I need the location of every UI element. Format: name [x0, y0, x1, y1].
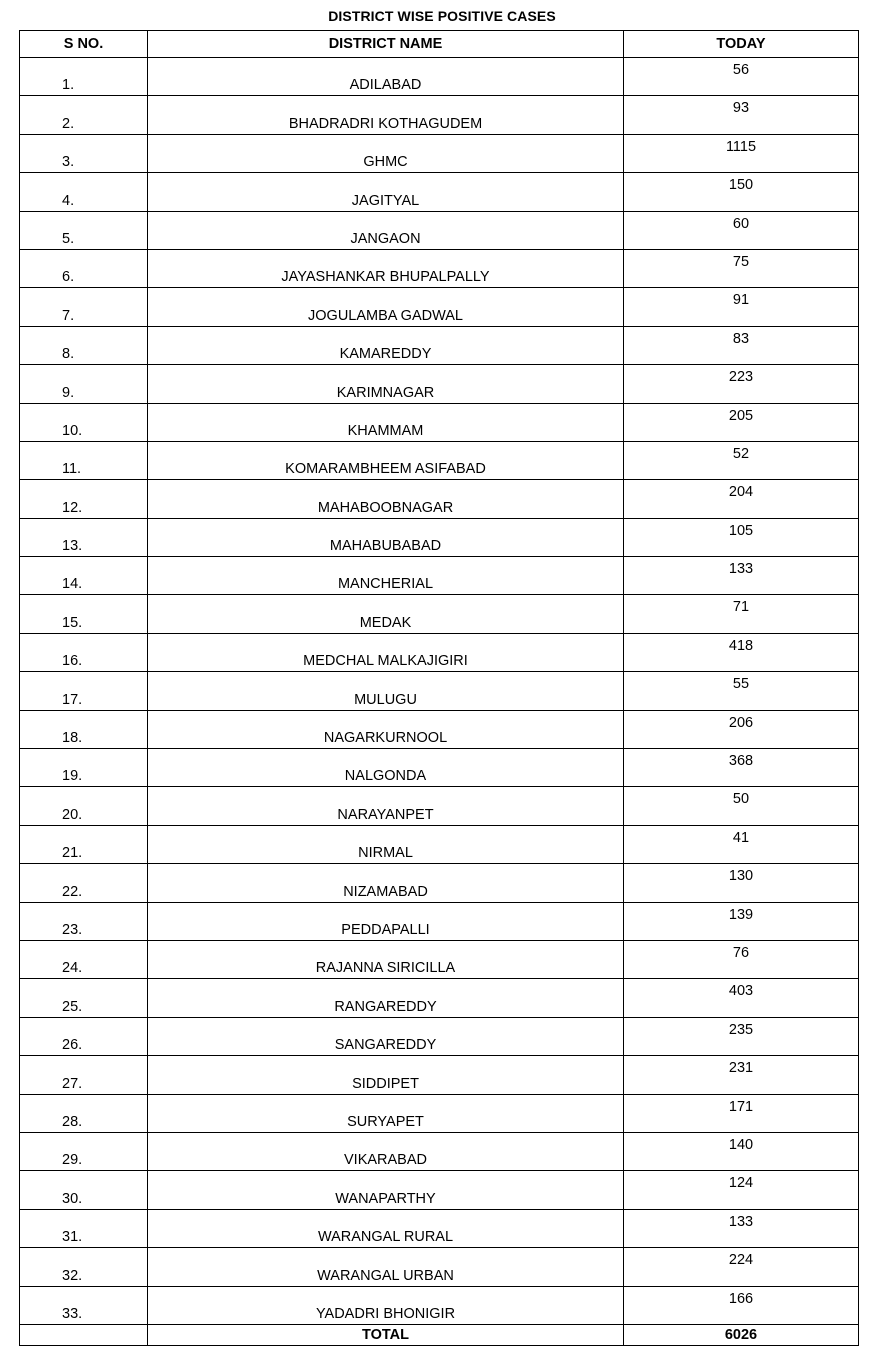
- district-name-cell: SIDDIPET: [148, 1056, 624, 1094]
- table-row: [20, 710, 859, 748]
- sno-cell: 18.: [20, 710, 148, 748]
- sno-cell: 28.: [20, 1094, 148, 1132]
- district-name-cell: VIKARABAD: [148, 1132, 624, 1170]
- table-row: [20, 1017, 859, 1055]
- district-name-cell: GHMC: [148, 134, 624, 172]
- table-row: [20, 979, 859, 1017]
- district-name-cell: SURYAPET: [148, 1094, 624, 1132]
- today-count-cell: 140: [624, 1132, 859, 1170]
- table-row: [20, 749, 859, 787]
- table-header-row: [20, 31, 859, 58]
- today-count-cell: 52: [624, 441, 859, 479]
- sno-cell: 22.: [20, 864, 148, 902]
- district-name-cell: KOMARAMBHEEM ASIFABAD: [148, 441, 624, 479]
- table-row: [20, 672, 859, 710]
- today-count-cell: 418: [624, 633, 859, 671]
- today-count-cell: 83: [624, 326, 859, 364]
- district-name-cell: WANAPARTHY: [148, 1171, 624, 1209]
- district-name-cell: MAHABUBABAD: [148, 518, 624, 556]
- table-row: [20, 787, 859, 825]
- district-name-cell: NIZAMABAD: [148, 864, 624, 902]
- header-district-name: DISTRICT NAME: [148, 31, 624, 58]
- today-count-cell: 91: [624, 288, 859, 326]
- table-row: [20, 326, 859, 364]
- district-name-cell: JOGULAMBA GADWAL: [148, 288, 624, 326]
- sno-cell: 3.: [20, 134, 148, 172]
- table-row: [20, 211, 859, 249]
- today-count-cell: 150: [624, 173, 859, 211]
- today-count-cell: 139: [624, 902, 859, 940]
- today-count-cell: 133: [624, 1209, 859, 1247]
- today-count-cell: 403: [624, 979, 859, 1017]
- table-row: [20, 249, 859, 287]
- table-row: [20, 403, 859, 441]
- today-count-cell: 41: [624, 825, 859, 863]
- sno-cell: 17.: [20, 672, 148, 710]
- table-row: [20, 1248, 859, 1286]
- sno-cell: 26.: [20, 1017, 148, 1055]
- table-row: [20, 96, 859, 134]
- district-name-cell: JANGAON: [148, 211, 624, 249]
- today-count-cell: 75: [624, 249, 859, 287]
- table-row: [20, 441, 859, 479]
- sno-cell: 29.: [20, 1132, 148, 1170]
- district-cases-table: [19, 30, 859, 1346]
- today-count-cell: 105: [624, 518, 859, 556]
- total-sno-cell: [20, 1324, 148, 1345]
- table-row: [20, 173, 859, 211]
- sno-cell: 27.: [20, 1056, 148, 1094]
- table-row: [20, 1171, 859, 1209]
- sno-cell: 19.: [20, 749, 148, 787]
- district-name-cell: RANGAREDDY: [148, 979, 624, 1017]
- table-row: [20, 480, 859, 518]
- table-row: [20, 595, 859, 633]
- page-title: DISTRICT WISE POSITIVE CASES: [328, 8, 556, 24]
- today-count-cell: 55: [624, 672, 859, 710]
- table-row: [20, 58, 859, 96]
- district-name-cell: JAGITYAL: [148, 173, 624, 211]
- today-count-cell: 206: [624, 710, 859, 748]
- district-name-cell: RAJANNA SIRICILLA: [148, 940, 624, 978]
- table-row: [20, 557, 859, 595]
- table-row: [20, 902, 859, 940]
- district-name-cell: ADILABAD: [148, 58, 624, 96]
- today-count-cell: 1115: [624, 134, 859, 172]
- sno-cell: 16.: [20, 633, 148, 671]
- district-name-cell: MANCHERIAL: [148, 557, 624, 595]
- table-row: [20, 633, 859, 671]
- sno-cell: 6.: [20, 249, 148, 287]
- today-count-cell: 60: [624, 211, 859, 249]
- table-row: [20, 1056, 859, 1094]
- today-count-cell: 71: [624, 595, 859, 633]
- sno-cell: 33.: [20, 1286, 148, 1324]
- today-count-cell: 124: [624, 1171, 859, 1209]
- sno-cell: 15.: [20, 595, 148, 633]
- sno-cell: 21.: [20, 825, 148, 863]
- table-row: [20, 1132, 859, 1170]
- district-name-cell: KAMAREDDY: [148, 326, 624, 364]
- district-name-cell: BHADRADRI KOTHAGUDEM: [148, 96, 624, 134]
- district-name-cell: KARIMNAGAR: [148, 365, 624, 403]
- district-name-cell: NARAYANPET: [148, 787, 624, 825]
- sno-cell: 25.: [20, 979, 148, 1017]
- today-count-cell: 166: [624, 1286, 859, 1324]
- table-row: [20, 825, 859, 863]
- district-name-cell: WARANGAL URBAN: [148, 1248, 624, 1286]
- district-name-cell: NIRMAL: [148, 825, 624, 863]
- district-name-cell: MEDCHAL MALKAJIGIRI: [148, 633, 624, 671]
- district-name-cell: PEDDAPALLI: [148, 902, 624, 940]
- sno-cell: 5.: [20, 211, 148, 249]
- district-name-cell: MEDAK: [148, 595, 624, 633]
- sno-cell: 8.: [20, 326, 148, 364]
- today-count-cell: 235: [624, 1017, 859, 1055]
- today-count-cell: 76: [624, 940, 859, 978]
- district-name-cell: MAHABOOBNAGAR: [148, 480, 624, 518]
- sno-cell: 20.: [20, 787, 148, 825]
- district-name-cell: MULUGU: [148, 672, 624, 710]
- sno-cell: 32.: [20, 1248, 148, 1286]
- table-row: [20, 365, 859, 403]
- sno-cell: 30.: [20, 1171, 148, 1209]
- today-count-cell: 205: [624, 403, 859, 441]
- sno-cell: 13.: [20, 518, 148, 556]
- table-row: [20, 1209, 859, 1247]
- district-name-cell: JAYASHANKAR BHUPALPALLY: [148, 249, 624, 287]
- table-body: [20, 58, 859, 1325]
- table-row: [20, 940, 859, 978]
- district-name-cell: KHAMMAM: [148, 403, 624, 441]
- district-name-cell: WARANGAL RURAL: [148, 1209, 624, 1247]
- today-count-cell: 204: [624, 480, 859, 518]
- header-sno: S NO.: [20, 31, 148, 58]
- sno-cell: 11.: [20, 441, 148, 479]
- table-row: [20, 288, 859, 326]
- sno-cell: 2.: [20, 96, 148, 134]
- district-name-cell: SANGAREDDY: [148, 1017, 624, 1055]
- table-row: [20, 1286, 859, 1324]
- today-count-cell: 223: [624, 365, 859, 403]
- sno-cell: 31.: [20, 1209, 148, 1247]
- today-count-cell: 133: [624, 557, 859, 595]
- table-row: [20, 1094, 859, 1132]
- sno-cell: 14.: [20, 557, 148, 595]
- district-name-cell: YADADRI BHONIGIR: [148, 1286, 624, 1324]
- today-count-cell: 368: [624, 749, 859, 787]
- sno-cell: 1.: [20, 58, 148, 96]
- today-count-cell: 130: [624, 864, 859, 902]
- sno-cell: 12.: [20, 480, 148, 518]
- sno-cell: 10.: [20, 403, 148, 441]
- total-row: [20, 1324, 859, 1345]
- today-count-cell: 224: [624, 1248, 859, 1286]
- today-count-cell: 50: [624, 787, 859, 825]
- table-row: [20, 518, 859, 556]
- total-value: 6026: [624, 1324, 859, 1345]
- district-name-cell: NALGONDA: [148, 749, 624, 787]
- sno-cell: 7.: [20, 288, 148, 326]
- sno-cell: 4.: [20, 173, 148, 211]
- total-label: TOTAL: [148, 1324, 624, 1345]
- sno-cell: 9.: [20, 365, 148, 403]
- sno-cell: 23.: [20, 902, 148, 940]
- today-count-cell: 93: [624, 96, 859, 134]
- today-count-cell: 231: [624, 1056, 859, 1094]
- table-row: [20, 864, 859, 902]
- sno-cell: 24.: [20, 940, 148, 978]
- district-name-cell: NAGARKURNOOL: [148, 710, 624, 748]
- today-count-cell: 56: [624, 58, 859, 96]
- table-row: [20, 134, 859, 172]
- header-today: TODAY: [624, 31, 859, 58]
- today-count-cell: 171: [624, 1094, 859, 1132]
